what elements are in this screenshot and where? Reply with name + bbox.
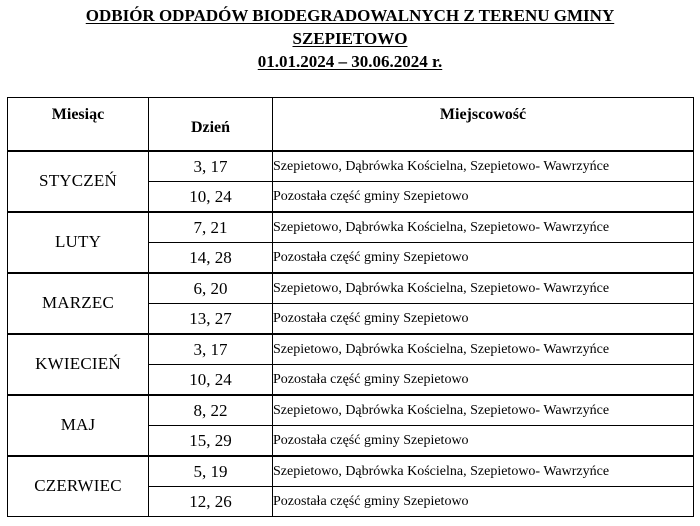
month-cell: MAJ bbox=[8, 395, 149, 456]
month-cell: STYCZEŃ bbox=[8, 151, 149, 212]
place-cell: Szepietowo, Dąbrówka Kościelna, Szepietowo- Wawrzyńce bbox=[273, 456, 694, 487]
day-cell: 3, 17 bbox=[149, 334, 273, 365]
day-cell: 6, 20 bbox=[149, 273, 273, 304]
place-cell: Szepietowo, Dąbrówka Kościelna, Szepietowo- Wawrzyńce bbox=[273, 395, 694, 426]
place-cell: Pozostała część gminy Szepietowo bbox=[273, 425, 694, 456]
table-header-row bbox=[8, 98, 694, 151]
document-title-municipality: SZEPIETOWO bbox=[292, 29, 408, 48]
place-cell: Pozostała część gminy Szepietowo bbox=[273, 242, 694, 273]
place-cell: Szepietowo, Dąbrówka Kościelna, Szepietowo- Wawrzyńce bbox=[273, 334, 694, 365]
day-cell: 14, 28 bbox=[149, 242, 273, 273]
document-title: ODBIÓR ODPADÓW BIODEGRADOWALNYCH Z TERENU GMINY bbox=[85, 6, 615, 25]
place-cell: Szepietowo, Dąbrówka Kościelna, Szepietowo- Wawrzyńce bbox=[273, 151, 694, 182]
place-cell: Pozostała część gminy Szepietowo bbox=[273, 364, 694, 395]
day-cell: 10, 24 bbox=[149, 181, 273, 212]
document-date-range: 01.01.2024 – 30.06.2024 r. bbox=[257, 52, 443, 71]
month-cell: KWIECIEŃ bbox=[8, 334, 149, 395]
table-row bbox=[8, 456, 694, 487]
place-cell: Szepietowo, Dąbrówka Kościelna, Szepietowo- Wawrzyńce bbox=[273, 273, 694, 304]
day-cell: 12, 26 bbox=[149, 486, 273, 516]
day-cell: 3, 17 bbox=[149, 151, 273, 182]
table-row bbox=[8, 273, 694, 304]
place-cell: Szepietowo, Dąbrówka Kościelna, Szepietowo- Wawrzyńce bbox=[273, 212, 694, 243]
header-day bbox=[149, 98, 273, 151]
place-cell: Pozostała część gminy Szepietowo bbox=[273, 181, 694, 212]
place-cell: Pozostała część gminy Szepietowo bbox=[273, 303, 694, 334]
schedule-body bbox=[8, 151, 694, 517]
day-cell: 15, 29 bbox=[149, 425, 273, 456]
month-cell: MARZEC bbox=[8, 273, 149, 334]
header-month bbox=[8, 98, 149, 151]
header-day-label: Dzień bbox=[190, 119, 231, 136]
day-cell: 13, 27 bbox=[149, 303, 273, 334]
month-cell: LUTY bbox=[8, 212, 149, 273]
day-cell: 5, 19 bbox=[149, 456, 273, 487]
day-cell: 7, 21 bbox=[149, 212, 273, 243]
table-row bbox=[8, 395, 694, 426]
table-row bbox=[8, 334, 694, 365]
day-cell: 10, 24 bbox=[149, 364, 273, 395]
collection-schedule-table bbox=[7, 97, 694, 517]
table-row bbox=[8, 212, 694, 243]
table-row bbox=[8, 151, 694, 182]
header-month-label: Miesiąc bbox=[51, 106, 105, 123]
header-place bbox=[273, 98, 694, 151]
month-cell: CZERWIEC bbox=[8, 456, 149, 517]
place-cell: Pozostała część gminy Szepietowo bbox=[273, 486, 694, 516]
header-place-label: Miejscowość bbox=[439, 106, 527, 123]
day-cell: 8, 22 bbox=[149, 395, 273, 426]
